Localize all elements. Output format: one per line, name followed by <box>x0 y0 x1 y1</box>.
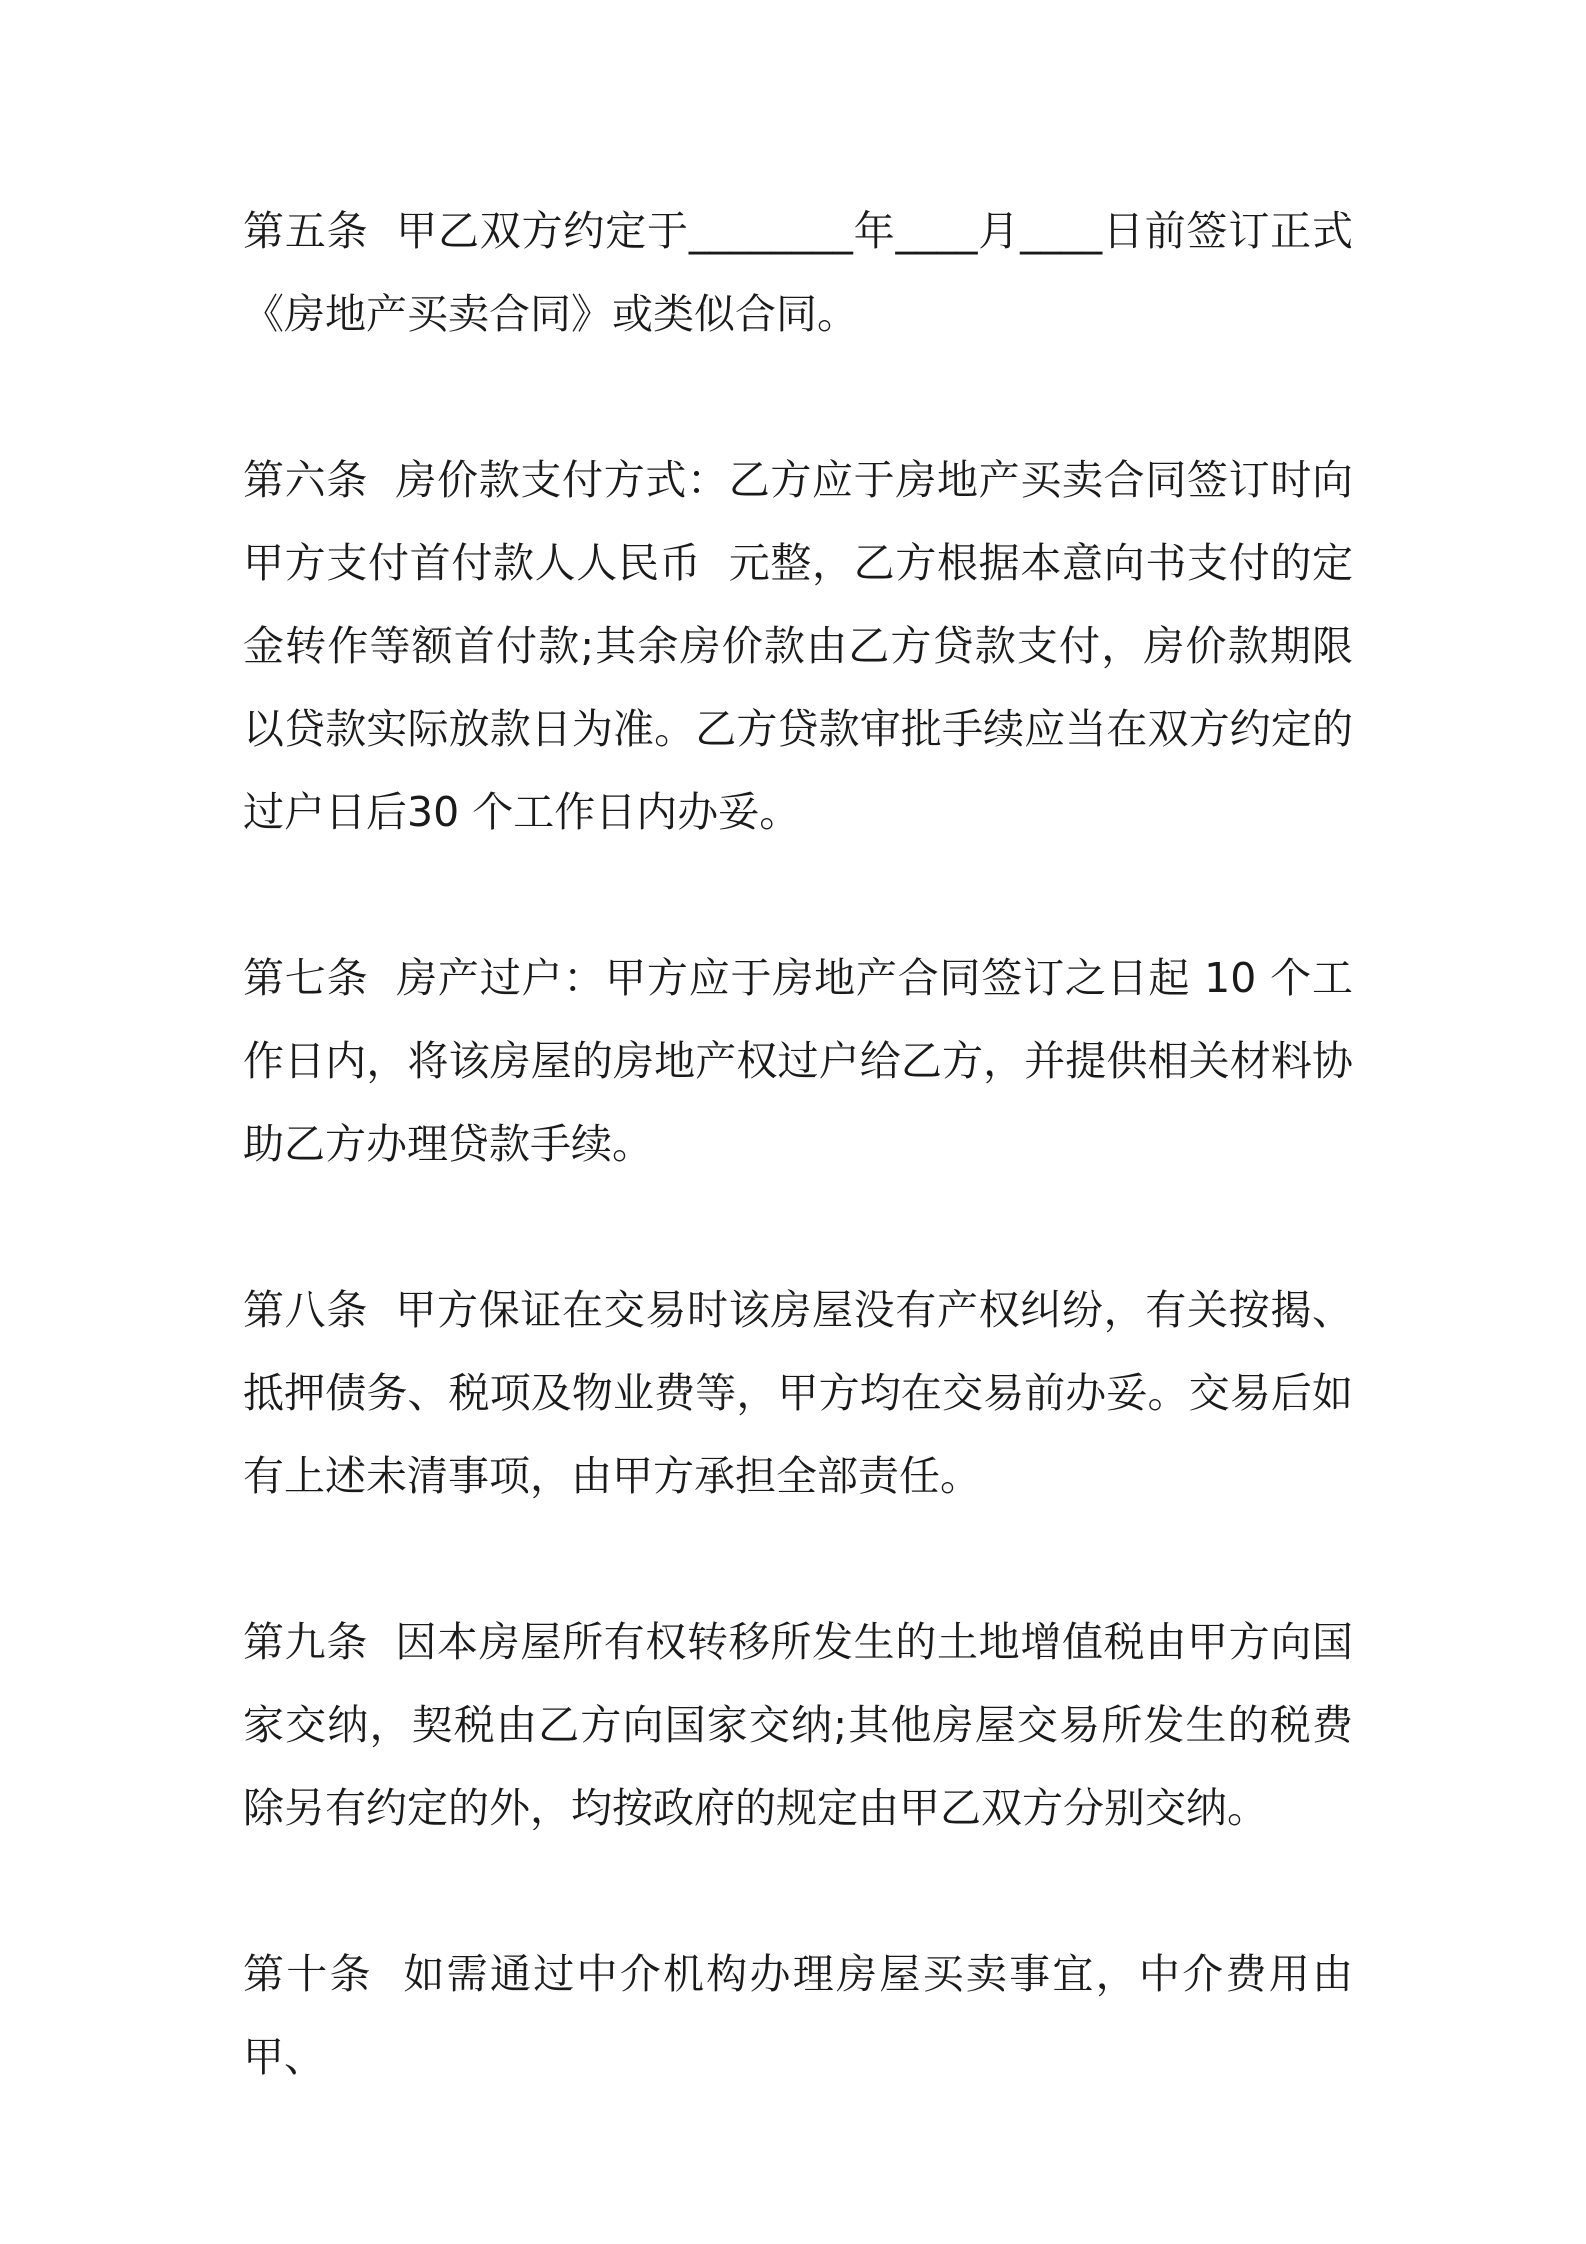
article-6: 第六条 房价款支付方式：乙方应于房地产买卖合同签订时向甲方支付首付款人人民币 元整，乙方根据本意向书支付的定金转作等额首付款;其余房价款由乙方贷款支付，房价款期限以贷款实际放款日为准。乙方贷款审批手续应当在双方约定的过户日后30 个工作日内办妥。 <box>243 456 1353 836</box>
article-5: 第五条 甲乙双方约定于________年____月____日前签订正式《房地产买卖合同》或类似合同。 <box>243 207 1353 338</box>
article-8: 第八条 甲方保证在交易时该房屋没有产权纠纷，有关按揭、抵押债务、税项及物业费等，甲方均在交易前办妥。交易后如有上述未清事项，由甲方承担全部责任。 <box>243 1286 1353 1500</box>
article-10: 第十条 如需通过中介机构办理房屋买卖事宜，中介费用由甲、 <box>243 1950 1353 2081</box>
article-7: 第七条 房产过户：甲方应于房地产合同签订之日起 10 个工作日内，将该房屋的房地产权过户给乙方，并提供相关材料协助乙方办理贷款手续。 <box>243 954 1353 1168</box>
article-9: 第九条 因本房屋所有权转移所发生的土地增值税由甲方向国家交纳，契税由乙方向国家交纳;其他房屋交易所发生的税费除另有约定的外，均按政府的规定由甲乙双方分别交纳。 <box>243 1618 1353 1832</box>
document-body <box>243 190 1353 2099</box>
